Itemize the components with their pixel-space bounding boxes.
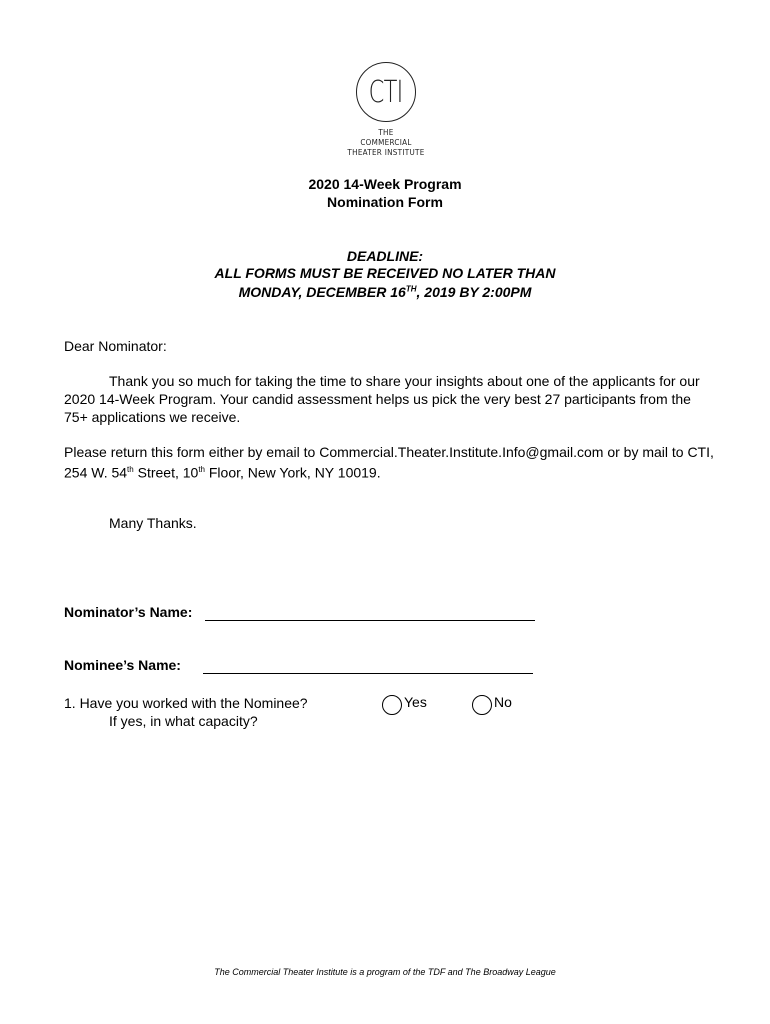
return-text-b: Street, 10 <box>133 464 199 481</box>
closing: Many Thanks. <box>109 515 197 531</box>
logo-subtitle <box>347 128 425 158</box>
form-title: 2020 14-Week Program <box>308 176 462 192</box>
deadline-time: , 2019 BY 2:00PM <box>416 284 532 300</box>
yes-label: Yes <box>404 694 427 710</box>
return-instructions <box>64 443 714 482</box>
logo-circle <box>356 62 416 122</box>
deadline-heading: DEADLINE: <box>346 248 424 264</box>
return-sup-1: th <box>127 465 134 474</box>
logo-mark: CTI <box>369 74 403 110</box>
nominator-name-field[interactable] <box>205 620 535 621</box>
return-text-a: Please return this form either by email to Commercial.Theater.Institute.Info@gmail.com or by mail to CTI, 254 W. 54 <box>64 444 714 481</box>
return-text-c: Floor, New York, NY 10019. <box>204 464 381 481</box>
logo-line-2: COMMERCIAL <box>360 138 412 147</box>
no-radio[interactable] <box>472 695 492 715</box>
nominee-name-field[interactable] <box>203 673 533 674</box>
form-subtitle: Nomination Form <box>327 194 443 210</box>
deadline-date: MONDAY, DECEMBER 16 <box>238 284 406 300</box>
cti-logo <box>347 62 425 158</box>
salutation: Dear Nominator: <box>64 338 167 354</box>
question-1: 1. Have you worked with the Nominee? <box>64 695 308 711</box>
return-sup-2: th <box>198 465 205 474</box>
no-label: No <box>494 694 512 710</box>
deadline-line-2: ALL FORMS MUST BE RECEIVED NO LATER THAN <box>214 265 556 281</box>
question-1-followup: If yes, in what capacity? <box>109 713 258 729</box>
intro-paragraph <box>64 372 714 426</box>
logo-line-1: THE <box>378 128 394 137</box>
deadline-date-suffix: TH <box>405 284 417 294</box>
logo-line-3: THEATER INSTITUTE <box>347 148 425 157</box>
footer-note: The Commercial Theater Institute is a program of the TDF and The Broadway League <box>214 967 556 977</box>
intro-paragraph-text: Thank you so much for taking the time to share your insights about one of the applicants for our 2020 14-Week Program. Your candid assessment helps us pick the very best 27 participants from the 75+ applications we receive. <box>64 373 700 425</box>
deadline-line-3 <box>0 284 770 300</box>
nominator-name-label: Nominator’s Name: <box>64 604 193 620</box>
nominee-name-label: Nominee’s Name: <box>64 657 181 673</box>
yes-radio[interactable] <box>382 695 402 715</box>
